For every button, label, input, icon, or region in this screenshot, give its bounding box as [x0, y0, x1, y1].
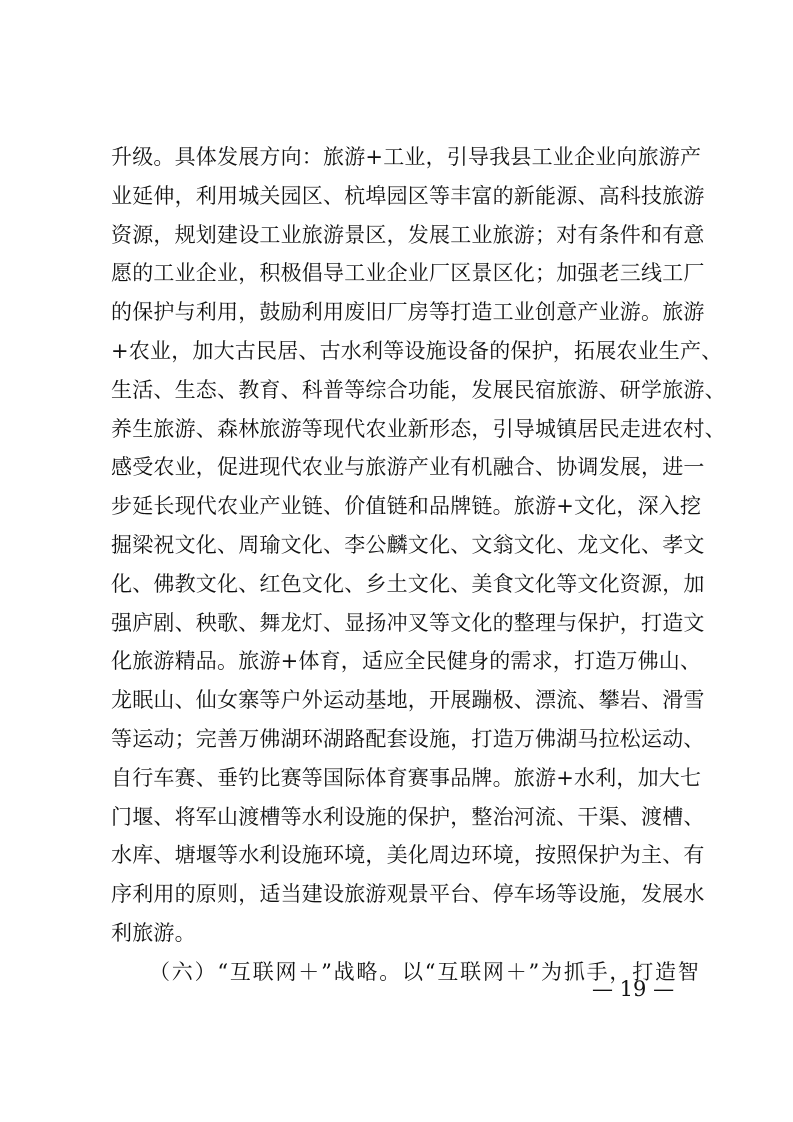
- text-line-19: 水库、塘堰等水利设施环境，美化周边环境，按照保护为主、有: [111, 843, 705, 868]
- text-line-11: 掘梁祝文化、周瑜文化、李公麟文化、文翁文化、龙文化、孝文: [111, 532, 705, 557]
- text-line-4: 愿的工业企业，积极倡导工业企业厂区景区化；加强老三线工厂: [111, 261, 705, 286]
- text-line-16: 等运动；完善万佛湖环湖路配套设施，打造万佛湖马拉松运动、: [111, 726, 705, 751]
- text-line-3: 资源，规划建设工业旅游景区，发展工业旅游；对有条件和有意: [111, 222, 705, 247]
- text-line-1: 升级。具体发展方向：旅游+工业，引导我县工业企业向旅游产: [111, 145, 702, 169]
- text-line-9: 感受农业，促进现代农业与旅游产业有机融合、协调发展，进一: [111, 455, 705, 480]
- body-text: [111, 138, 726, 992]
- text-line-7: 生活、生态、教育、科普等综合功能，发展民宿旅游、研学旅游、: [111, 377, 726, 402]
- text-line-20: 序利用的原则，适当建设旅游观景平台、停车场等设施，发展水: [111, 882, 705, 907]
- text-line-13: 强庐剧、秧歌、舞龙灯、显扬冲叉等文化的整理与保护，打造文: [111, 610, 705, 635]
- section-heading-line: （六）“互联网＋”战略。以“互联网＋”为抓手，打造智: [149, 959, 699, 984]
- text-line-12: 化、佛教文化、红色文化、乡土文化、美食文化等文化资源，加: [111, 571, 705, 596]
- text-line-21: 利旅游。: [111, 920, 196, 945]
- text-line-5: 的保护与利用，鼓励利用废旧厂房等打造工业创意产业游。旅游: [111, 300, 705, 325]
- text-line-6: +农业，加大古民居、古水利等设施设备的保护，拓展农业生产、: [111, 338, 723, 363]
- text-line-18: 门堰、将军山渡槽等水利设施的保护，整治河流、干渠、渡槽、: [111, 804, 705, 829]
- page-number: — 19 —: [592, 977, 675, 1001]
- text-line-10: 步延长现代农业产业链、价值链和品牌链。旅游+文化，深入挖: [111, 494, 702, 519]
- text-line-14: 化旅游精品。旅游+体育，适应全民健身的需求，打造万佛山、: [111, 649, 702, 674]
- text-line-15: 龙眠山、仙女寨等户外运动基地，开展蹦极、漂流、攀岩、滑雪: [111, 688, 705, 713]
- text-line-2: 业延伸，利用城关园区、杭埠园区等丰富的新能源、高科技旅游: [111, 183, 705, 208]
- text-line-17: 自行车赛、垂钓比赛等国际体育赛事品牌。旅游+水利，加大七: [111, 765, 702, 790]
- text-line-8: 养生旅游、森林旅游等现代农业新形态，引导城镇居民走进农村、: [111, 416, 726, 441]
